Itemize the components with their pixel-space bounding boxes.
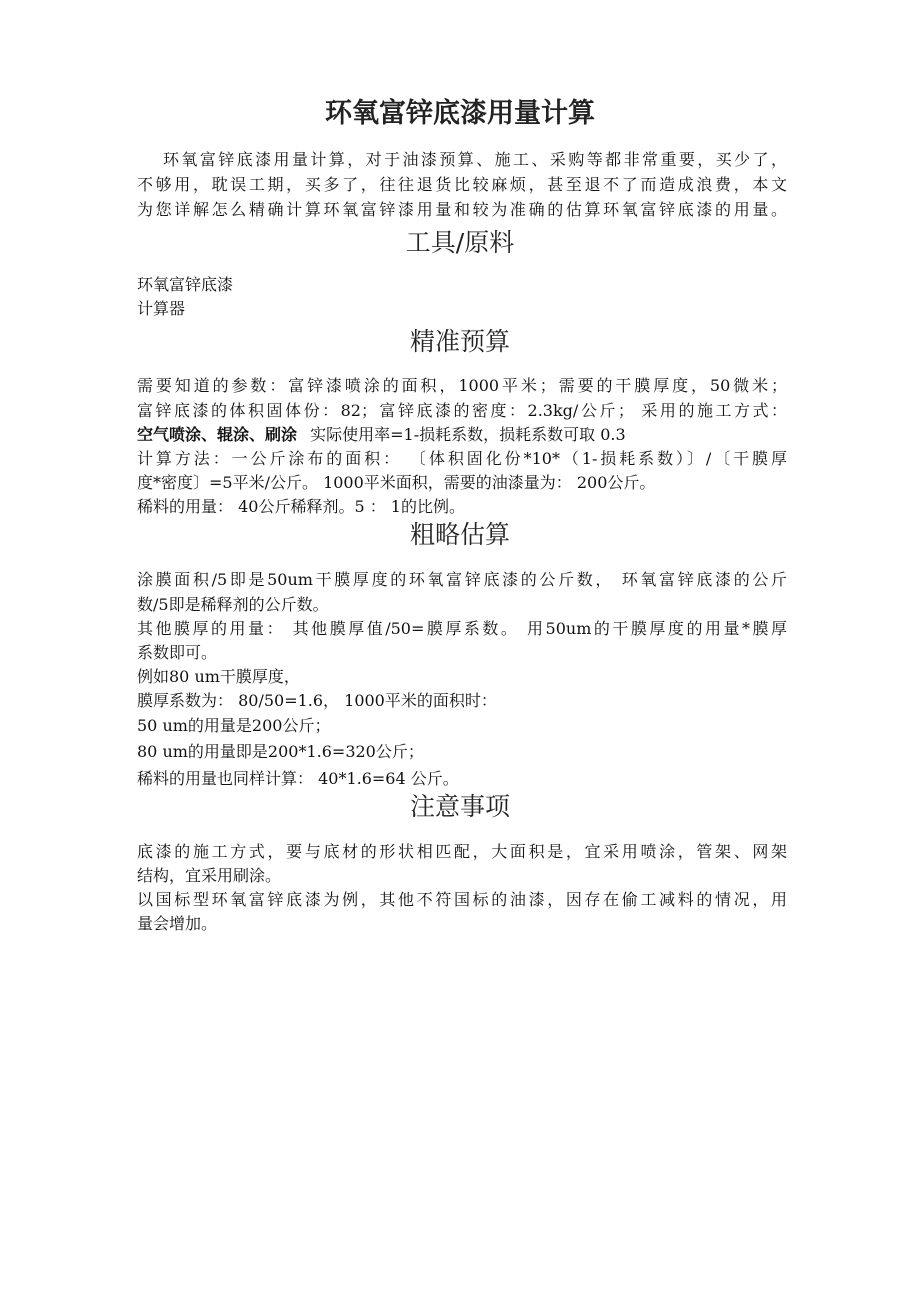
- intro-line: 不够用，耽误工期，买多了，往往退货比较麻烦，甚至退不了而造成浪费，本文: [137, 175, 787, 194]
- rough-line: 50 um的用量是200公斤；: [137, 716, 331, 735]
- page-title: 环氧富锌底漆用量计算: [325, 98, 595, 129]
- rough-line: 膜厚系数为： 80/50=1.6， 1000平米的面积时：: [137, 691, 497, 710]
- rough-line: 稀料的用量也同样计算： 40*1.6=64 公斤。: [137, 769, 459, 788]
- precise-line: 度*密度〕=5平米/公斤。 1000平米面积，需要的油漆量为： 200公斤。: [137, 473, 656, 492]
- notes-line: 底漆的施工方式，要与底材的形状相匹配，大面积是，宜采用喷涂，管架、网架: [137, 842, 787, 861]
- precise-line: 需要知道的参数：富锌漆喷涂的面积，1000平米；需要的干膜厚度，50微米；: [137, 376, 787, 395]
- rough-line: 涂膜面积/5即是50um干膜厚度的环氧富锌底漆的公斤数， 环氧富锌底漆的公斤: [137, 570, 787, 589]
- notes-line: 量会增加。: [137, 914, 218, 933]
- heading-notes: 注意事项: [409, 792, 510, 821]
- notes-line: 以国标型环氧富锌底漆为例，其他不符国标的油漆，因存在偷工减料的情况，用: [137, 890, 787, 909]
- construction-methods: 空气喷涂、辊涂、刷涂: [137, 425, 298, 444]
- intro-line: 为您详解怎么精确计算环氧富锌漆用量和较为准确的估算环氧富锌底漆的用量。: [137, 200, 787, 219]
- rough-line: 系数即可。: [137, 643, 218, 662]
- heading-precise: 精准预算: [409, 327, 510, 356]
- rough-line: 其他膜厚的用量： 其他膜厚值/50=膜厚系数。 用50um的干膜厚度的用量*膜厚: [137, 619, 787, 638]
- heading-rough: 粗略估算: [409, 520, 510, 549]
- precise-line: 富锌底漆的体积固体份：82；富锌底漆的密度：2.3kg/公斤； 采用的施工方式：: [137, 401, 787, 420]
- precise-line: 计算方法：一公斤涂布的面积： 〔体积固化份*10*（1-损耗系数）〕/〔干膜厚: [137, 449, 787, 468]
- rough-line: 80 um的用量即是200*1.6=320公斤；: [137, 742, 424, 761]
- intro-line: 环氧富锌底漆用量计算，对于油漆预算、施工、采购等都非常重要，买少了，: [163, 150, 787, 169]
- usage-rate-text: 实际使用率=1-损耗系数，损耗系数可取 0.3: [310, 425, 626, 444]
- tool-item: 计算器: [137, 299, 186, 318]
- notes-line: 结构，宜采用刷涂。: [137, 866, 282, 885]
- tool-item: 环氧富锌底漆: [137, 275, 234, 294]
- precise-line-methods: [137, 423, 787, 447]
- precise-line: 稀料的用量： 40公斤稀释剂。5 ： 1的比例。: [137, 497, 465, 516]
- rough-line: 数/5即是稀释剂的公斤数。: [137, 595, 329, 614]
- heading-tools: 工具/原料: [405, 228, 515, 257]
- rough-line: 例如80 um干膜厚度，: [137, 667, 300, 686]
